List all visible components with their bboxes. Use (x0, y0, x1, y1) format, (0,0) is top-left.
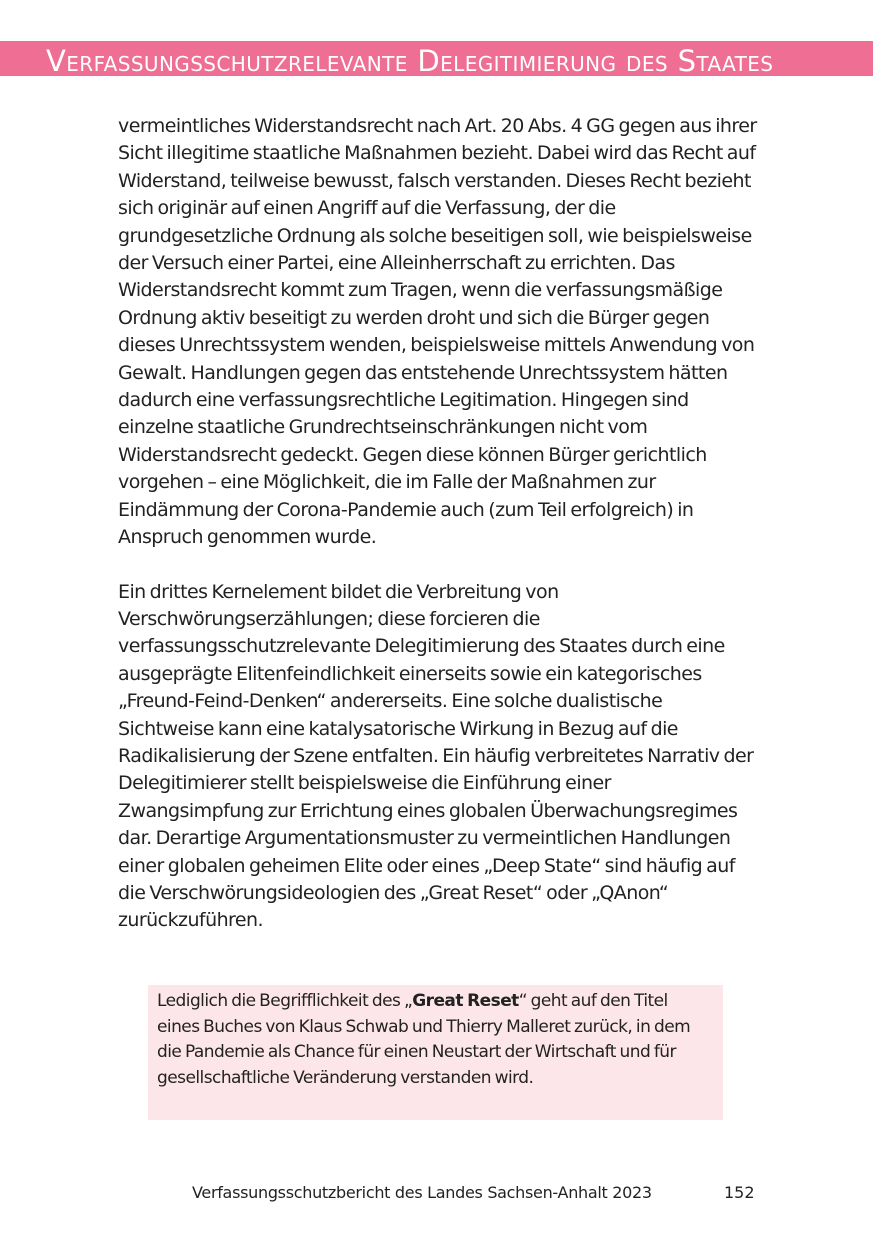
note-term-great-reset: Great Reset (412, 991, 519, 1011)
main-content (118, 113, 758, 935)
page-number: 152 (724, 1183, 755, 1202)
note-text-start: Lediglich die Begrifflichkeit des „ (157, 991, 413, 1011)
info-note-box (148, 985, 723, 1120)
footer-report-title: Verfassungsschutzbericht des Landes Sachsen-Anhalt 2023 (192, 1183, 652, 1202)
section-header: Verfassungsschutzrelevante Delegitimierung des Staates (0, 41, 873, 76)
body-paragraph-1: vermeintliches Widerstandsrecht nach Art. 20 Abs. 4 GG gegen aus ihrer Sicht illegitime staatliche Maßnahmen bezieht. Dabei wird das Recht auf Widerstand, teilweise bewusst, falsch verstanden. Dieses Recht bezieht sich originär auf einen Angriff auf die Verfassung, der die grundgesetzliche Ordnung als solche beseitigen soll, wie beispielsweise der Versuch einer Partei, eine Alleinherrschaft zu errichten. Das Widerstandsrecht kommt zum Tragen, wenn die verfassungsmäßige Ordnung aktiv beseitigt zu werden droht und sich die Bürger gegen dieses Unrechtssystem wenden, beispielsweise mittels Anwendung von Gewalt. Handlungen gegen das entstehende Unrechtssystem hätten dadurch eine verfassungsrechtliche Legitimation. Hingegen sind einzelne staatliche Grundrechtseinschränkungen nicht vom Widerstandsrecht gedeckt. Gegen diese können Bürger gerichtlich vorgehen – eine Möglichkeit, die im Falle der Maßnahmen zur Eindämmung der Corona-Pandemie auch (zum Teil erfolgreich) in Anspruch genommen wurde. (118, 115, 757, 549)
note-text-end: “ geht auf den Titel eines Buches von Klaus Schwab und Thierry Malleret zurück, in dem die Pandemie als Chance für einen Neustart der Wirtschaft und für gesellschaftliche Veränderung verstanden wird. (157, 991, 691, 1088)
body-paragraph-2: Ein drittes Kernelement bildet die Verbreitung von Verschwörungserzählungen; diese forcieren die verfassungsschutzrelevante Delegitimierung des Staates durch eine ausgeprägte Elitenfeindlichkeit einerseits sowie ein kategorisches „Freund-Feind-Denken“ andererseits. Eine solche dualistische Sichtweise kann eine katalysatorische Wirkung in Bezug auf die Radikalisierung der Szene entfalten. Ein häufig verbreitetes Narrativ der Delegitimierer stellt beispielsweise die Einführung einer Zwangsimpfung zur Errichtung eines globalen Überwachungsregimes dar. Derartige Argumentationsmuster zu vermeintlichen Handlungen einer globalen geheimen Elite oder eines „Deep State“ sind häufig auf die Verschwörungsideologien des „Great Reset“ oder „QAnon“ zurückzuführen. (118, 580, 754, 932)
